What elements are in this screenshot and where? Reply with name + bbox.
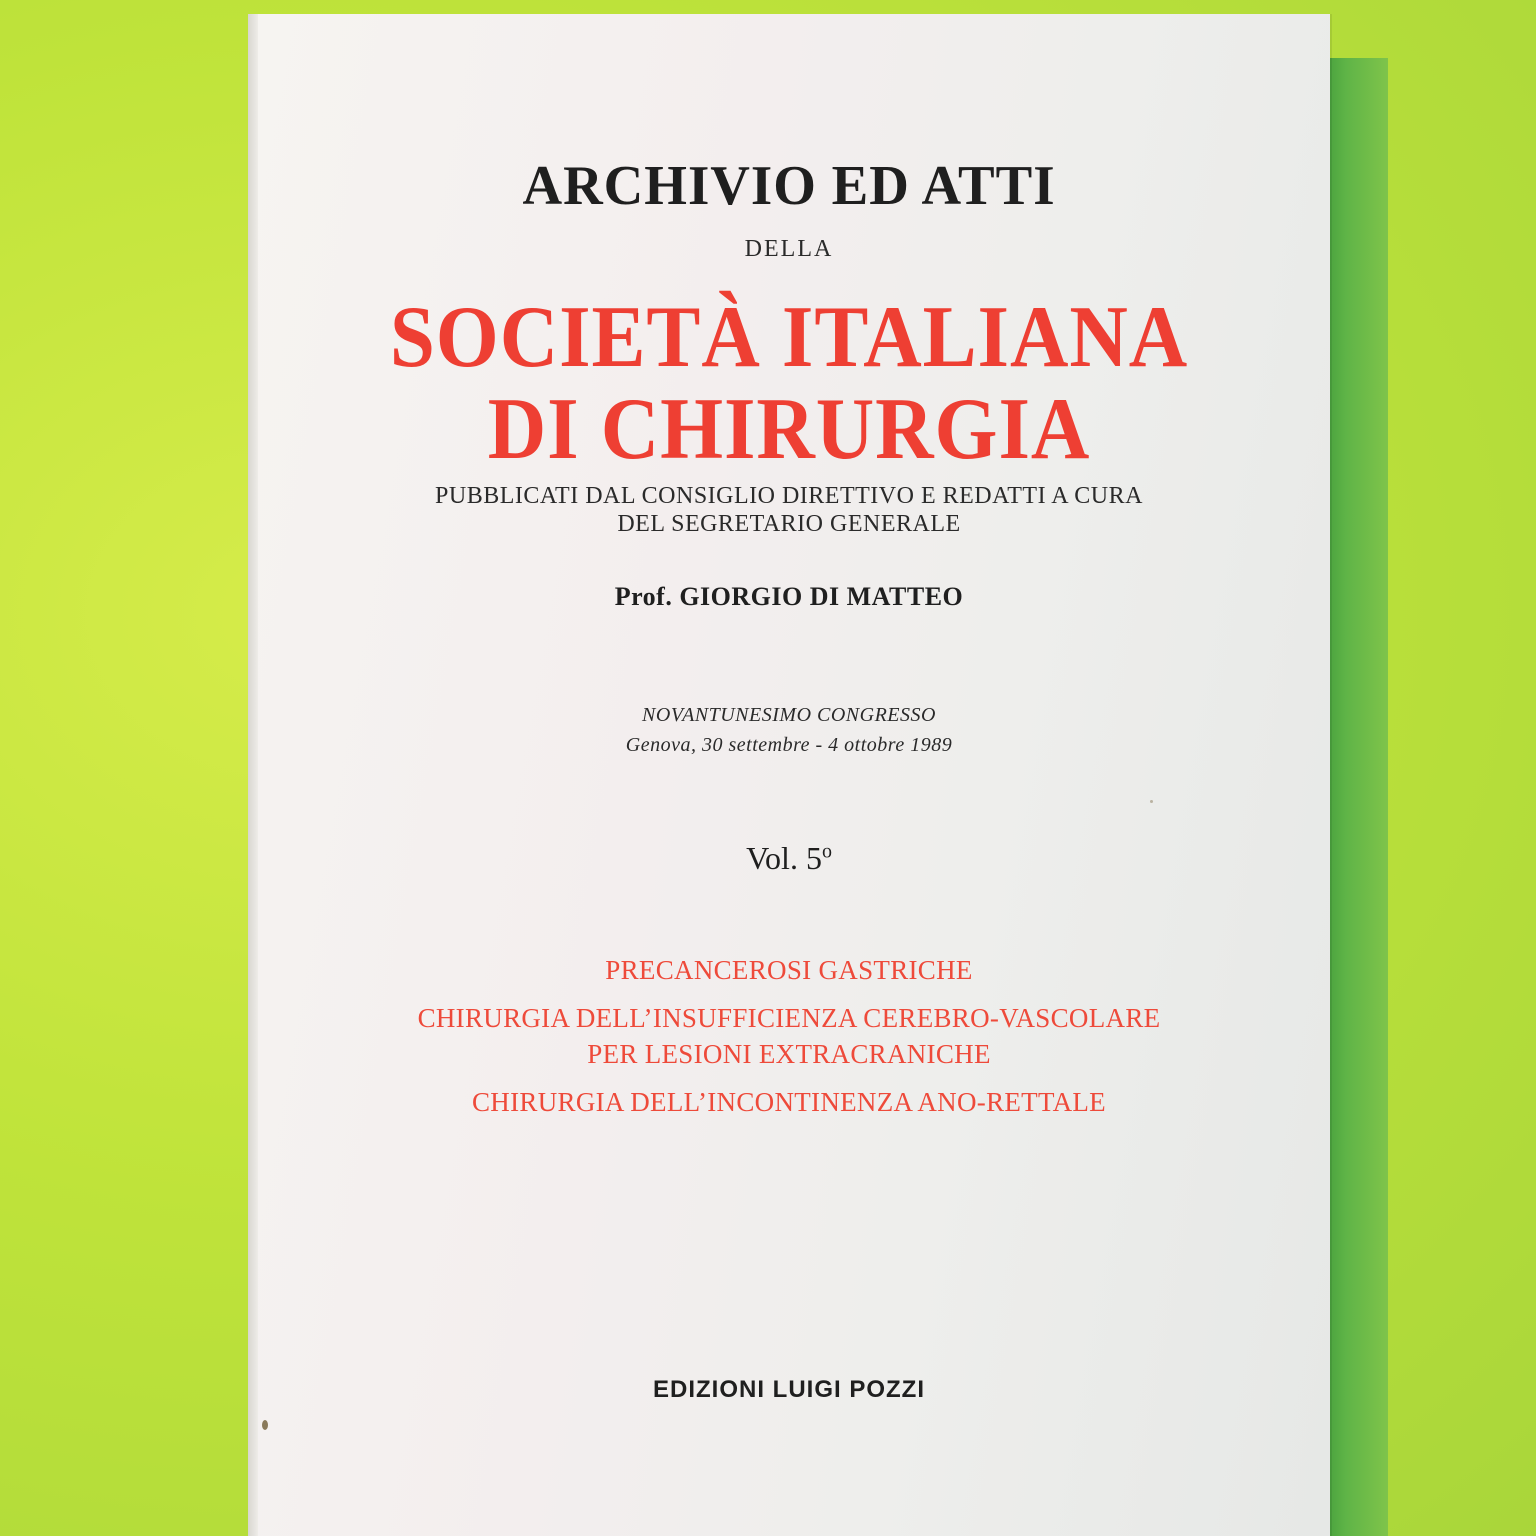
volume-text: Vol. 5 [746, 840, 822, 876]
cover-speck [1150, 800, 1153, 803]
topics-list [248, 952, 1330, 1120]
connector-text: DELLA [744, 236, 834, 262]
published-by [248, 482, 1330, 538]
congress-info [248, 700, 1330, 760]
topic-item: CHIRURGIA DELL’INCONTINENZA ANO-RETTALE [472, 1087, 1106, 1117]
publisher-name: EDIZIONI LUIGI POZZI [653, 1376, 925, 1403]
topic-item: PRECANCEROSI GASTRICHE [605, 955, 973, 985]
editor-name: Prof. GIORGIO DI MATTEO [614, 582, 964, 611]
society-name [291, 289, 1286, 478]
volume-ordinal: o [821, 840, 832, 863]
volume-label [248, 840, 1330, 877]
published-by-line-2: DEL SEGRETARIO GENERALE [617, 511, 961, 537]
series-title: ARCHIVIO ED ATTI [522, 155, 1056, 217]
topic-item: CHIRURGIA DELL’INSUFFICIENZA CEREBRO-VASCOLARE [417, 1003, 1161, 1033]
cover-text-area [248, 14, 1330, 1536]
congress-place-date: Genova, 30 settembre - 4 ottobre 1989 [625, 734, 953, 756]
publisher-container [248, 1376, 1330, 1404]
topic-item: PER LESIONI EXTRACRANICHE [587, 1039, 991, 1069]
society-name-line-2: DI CHIRURGIA [487, 381, 1091, 478]
cover-wear-mark [262, 1420, 268, 1430]
congress-name: NOVANTUNESIMO CONGRESSO [642, 704, 936, 726]
society-name-line-1: SOCIETÀ ITALIANA [389, 289, 1189, 386]
published-by-line-1: PUBBLICATI DAL CONSIGLIO DIRETTIVO E REDATTI A CURA [435, 483, 1143, 509]
